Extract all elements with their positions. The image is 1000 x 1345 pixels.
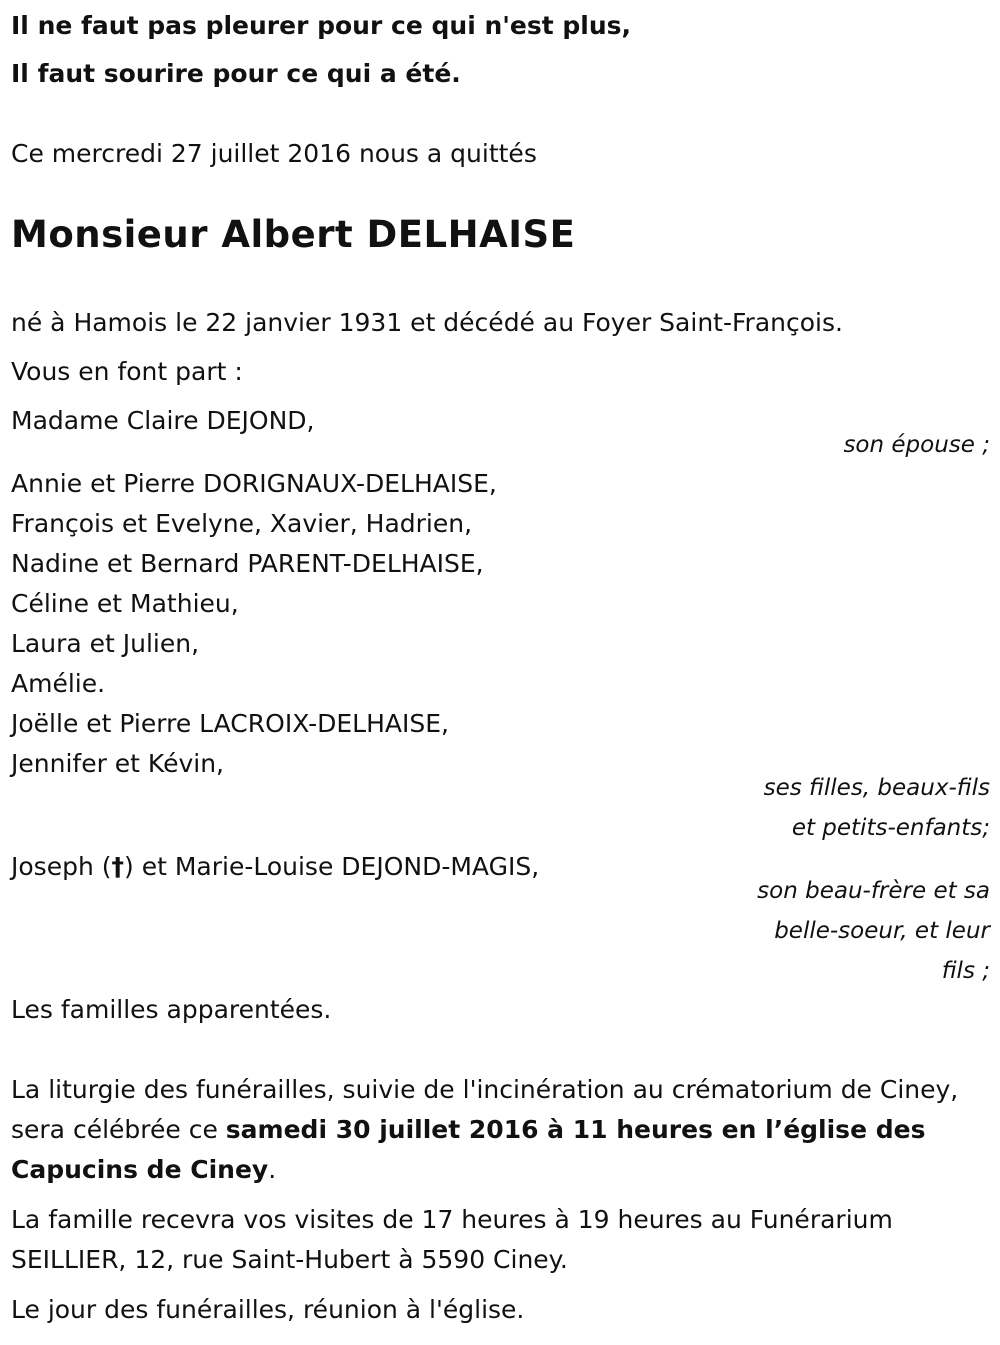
funeral-date-location: samedi 30 juillet 2016 à 11 heures en l’église des Capucins de Ciney: [11, 1115, 926, 1184]
meeting-paragraph: Le jour des funérailles, réunion à l'église.: [11, 1295, 525, 1324]
visits-paragraph: La famille recevra vos visites de 17 heures à 19 heures au Funérarium SEILLIER, 12, rue Saint-Hubert à 5590 Ciney.: [11, 1205, 893, 1274]
funeral-text-before: La liturgie des funérailles, suivie de l'incinération au crématorium de Ciney, sera célébrée ce: [11, 1075, 959, 1144]
spouse-relation: son épouse ;: [843, 432, 990, 458]
child-line: Jennifer et Kévin,: [11, 749, 224, 778]
child-line: François et Evelyne, Xavier, Hadrien,: [11, 509, 473, 538]
funeral-paragraph: [11, 1070, 991, 1190]
in-laws-name-before: Joseph (: [11, 852, 112, 881]
intro-text: Ce mercredi 27 juillet 2016 nous a quittés: [11, 139, 537, 168]
child-line: Nadine et Bernard PARENT-DELHAISE,: [11, 549, 484, 578]
in-laws-relation-line-3: fils ;: [941, 958, 990, 984]
child-line: Laura et Julien,: [11, 629, 200, 658]
child-line: Amélie.: [11, 669, 106, 698]
in-laws-name-after: ) et Marie-Louise DEJOND-MAGIS,: [124, 852, 540, 881]
funeral-text-after: .: [268, 1155, 277, 1184]
cross-icon: †: [111, 852, 124, 881]
in-laws-name: [11, 847, 539, 887]
child-line: Joëlle et Pierre LACROIX-DELHAISE,: [11, 709, 449, 738]
families-text: Les familles apparentées.: [11, 995, 332, 1024]
quote-line-1: Il ne faut pas pleurer pour ce qui n'est plus,: [11, 11, 632, 40]
children-relation-line-1: ses filles, beaux-fils: [763, 775, 990, 801]
child-line: Annie et Pierre DORIGNAUX-DELHAISE,: [11, 469, 497, 498]
birth-death-text: né à Hamois le 22 janvier 1931 et décédé au Foyer Saint-François.: [11, 308, 843, 337]
child-line: Céline et Mathieu,: [11, 589, 239, 618]
deceased-name: Monsieur Albert DELHAISE: [11, 213, 576, 256]
in-laws-relation-line-1: son beau-frère et sa: [757, 878, 990, 904]
announce-text: Vous en font part :: [11, 357, 243, 386]
children-relation-line-2: et petits-enfants;: [791, 815, 990, 841]
in-laws-relation-line-2: belle-soeur, et leur: [774, 918, 990, 944]
quote-line-2: Il faut sourire pour ce qui a été.: [11, 59, 461, 88]
spouse-name: Madame Claire DEJOND,: [11, 406, 315, 435]
